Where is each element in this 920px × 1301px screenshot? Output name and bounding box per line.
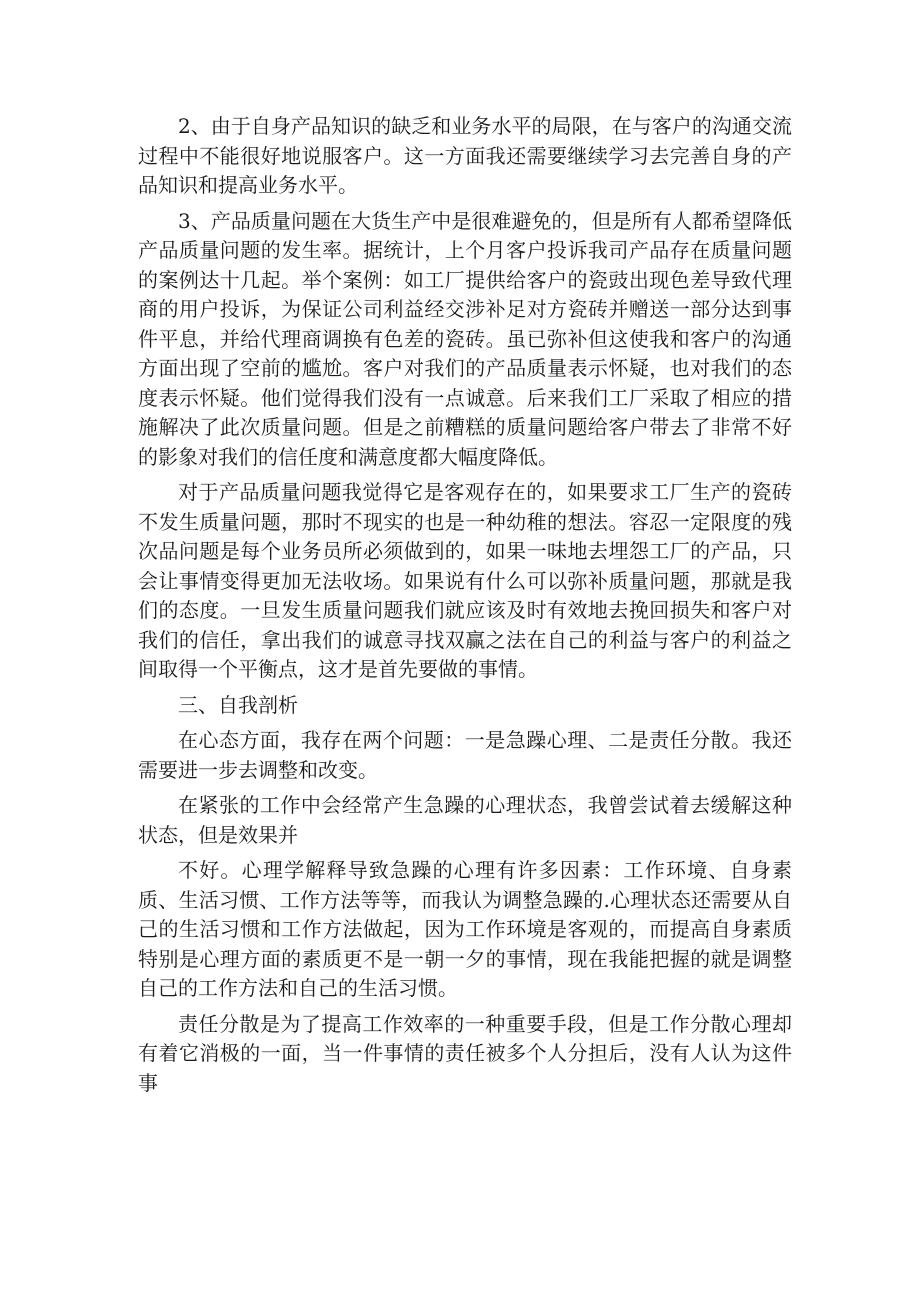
paragraph-impatience-state: 在紧张的工作中会经常产生急躁的心理状态，我曾尝试着去缓解这种状态，但是效果并 xyxy=(138,793,792,847)
paragraph-impatience-causes: 不好。心理学解释导致急躁的心理有许多因素：工作环境、自身素质、生活习惯、工作方法等等，而我认为调整急躁的.心理状态还需要从自己的生活习惯和工作方法做起，因为工作环境是客观的，而提高自身素质特别是心理方面的素质更不是一朝一夕的事情，现在我能把握的就是调整自己的工作方法和自己的生活习惯。 xyxy=(138,858,792,1000)
paragraph-responsibility-diffusion: 责任分散是为了提高工作效率的一种重要手段，但是工作分散心理却有着它消极的一面，当一件事情的责任被多个人分担后，没有人认为这件事 xyxy=(138,1011,792,1095)
section-heading-self-analysis: 三、自我剖析 xyxy=(178,692,298,717)
paragraph-mindset-problems: 在心态方面，我存在两个问题：一是急躁心理、二是责任分散。我还需要进一步去调整和改变。 xyxy=(138,728,792,782)
paragraph-quality-attitude: 对于产品质量问题我觉得它是客观存在的，如果要求工厂生产的瓷砖不发生质量问题，那时不现实的也是一种幼稚的想法。容忍一定限度的残次品问题是每个业务员所必须做到的，如果一味地去埋怨工厂的产品，只会让事情变得更加无法收场。如果说有什么可以弥补质量问题，那就是我们的态度。一旦发生质量问题我们就应该及时有效地去挽回损失和客户对我们的信任，拿出我们的诚意寻找双赢之法在自己的利益与客户的利益之间取得一个平衡点，这才是首先要做的事情。 xyxy=(138,480,792,681)
paragraph-product-knowledge: 2、由于自身产品知识的缺乏和业务水平的局限，在与客户的沟通交流过程中不能很好地说服客户。这一方面我还需要继续学习去完善自身的产品知识和提高业务水平。 xyxy=(138,114,792,197)
document-body xyxy=(138,112,792,1098)
paragraph-quality-issue-case: 3、产品质量问题在大货生产中是很难避免的，但是所有人都希望降低产品质量问题的发生率。据统计，上个月客户投诉我司产品存在质量问题的案例达十几起。举个案例：如工厂提供给客户的瓷豉出现色差导致代理商的用户投诉，为保证公司利益经交涉补足对方瓷砖并赠送一部分达到事件平息，并给代理商调换有色差的瓷砖。虽已弥补但这使我和客户的沟通方面出现了空前的尴尬。客户对我们的产品质量表示怀疑，也对我们的态度表示怀疑。他们觉得我们没有一点诚意。后来我们工厂采取了相应的措施解决了此次质量问题。但是之前糟糕的质量问题给客户带去了非常不好的影象对我们的信任度和满意度都大幅度降低。 xyxy=(138,208,792,469)
